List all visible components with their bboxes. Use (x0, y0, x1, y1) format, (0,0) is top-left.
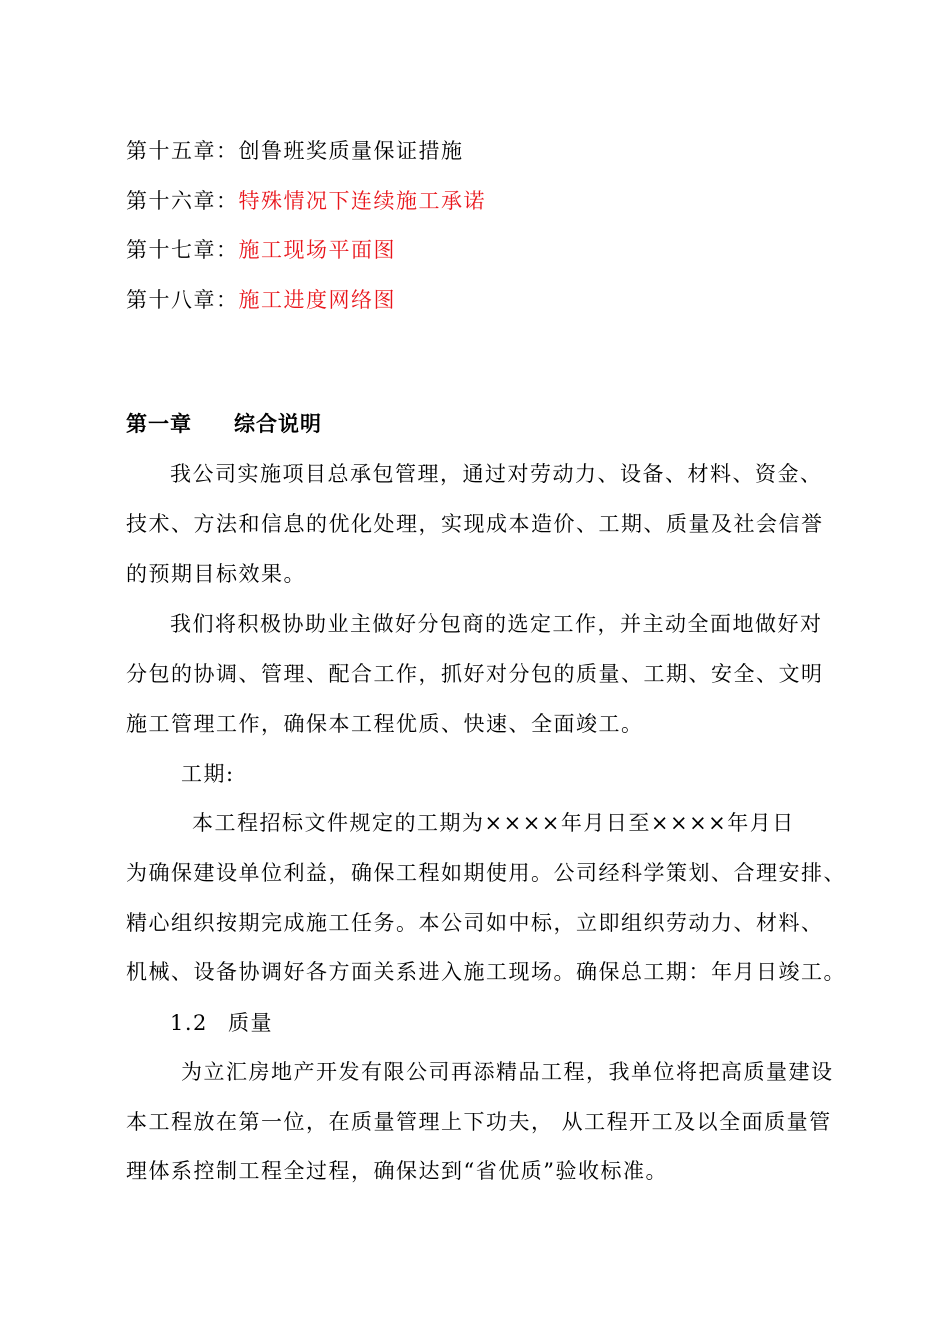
toc-chapter-number: 第十六章： (126, 189, 239, 213)
toc-chapter-number: 第十八章： (126, 288, 239, 312)
paragraph-line: 本工程招标文件规定的工期为××××年月日至××××年月日 (192, 811, 795, 835)
toc-entry-15 (126, 137, 464, 165)
toc-chapter-title: 施工现场平面图 (238, 238, 396, 262)
section-title: 质量 (228, 1011, 273, 1035)
toc-chapter-title: 特殊情况下连续施工承诺 (238, 189, 486, 213)
paragraph-line: 技术、方法和信息的优化处理，实现成本造价、工期、质量及社会信誉 (126, 512, 824, 536)
paragraph-line: 理体系控制工程全过程，确保达到“省优质”验收标准。 (126, 1159, 668, 1183)
toc-entry-18 (126, 286, 396, 314)
paragraph-line: 精心组织按期完成施工任务。本公司如中标，立即组织劳动力、材料、 (126, 911, 824, 935)
toc-chapter-number: 第十七章： (126, 238, 239, 262)
paragraph-line: 本工程放在第一位，在质量管理上下功夫， 从工程开工及以全面质量管 (126, 1110, 832, 1134)
paragraph-line: 机械、设备协调好各方面关系进入施工现场。确保总工期：年月日竣工。 (126, 960, 846, 984)
paragraph-line: 施工管理工作，确保本工程优质、快速、全面竣工。 (126, 712, 644, 736)
paragraph-line: 的预期目标效果。 (126, 562, 306, 586)
paragraph-line: 我们将积极协助业主做好分包商的选定工作，并主动全面地做好对 (170, 612, 823, 636)
paragraph-line: 为确保建设单位利益，确保工程如期使用。公司经科学策划、合理安排、 (126, 861, 846, 885)
paragraph-line: 我公司实施项目总承包管理，通过对劳动力、设备、材料、资金、 (170, 462, 823, 486)
paragraph-line: 为立汇房地产开发有限公司再添精品工程，我单位将把高质量建设 (181, 1060, 834, 1084)
section-number: 1.2 (170, 1011, 208, 1035)
chapter-title: 综合说明 (234, 412, 322, 436)
chapter-number: 第一章 (126, 412, 192, 436)
toc-chapter-number: 第十五章： (126, 139, 239, 163)
toc-chapter-title: 创鲁班奖质量保证措施 (238, 139, 464, 163)
toc-entry-16 (126, 187, 486, 215)
chapter-heading (126, 410, 322, 438)
section-heading-schedule: 工期: (181, 762, 235, 786)
paragraph-line: 分包的协调、管理、配合工作，抓好对分包的质量、工期、安全、文明 (126, 662, 824, 686)
section-heading-quality (170, 1009, 273, 1037)
toc-entry-17 (126, 236, 396, 264)
toc-chapter-title: 施工进度网络图 (238, 288, 396, 312)
